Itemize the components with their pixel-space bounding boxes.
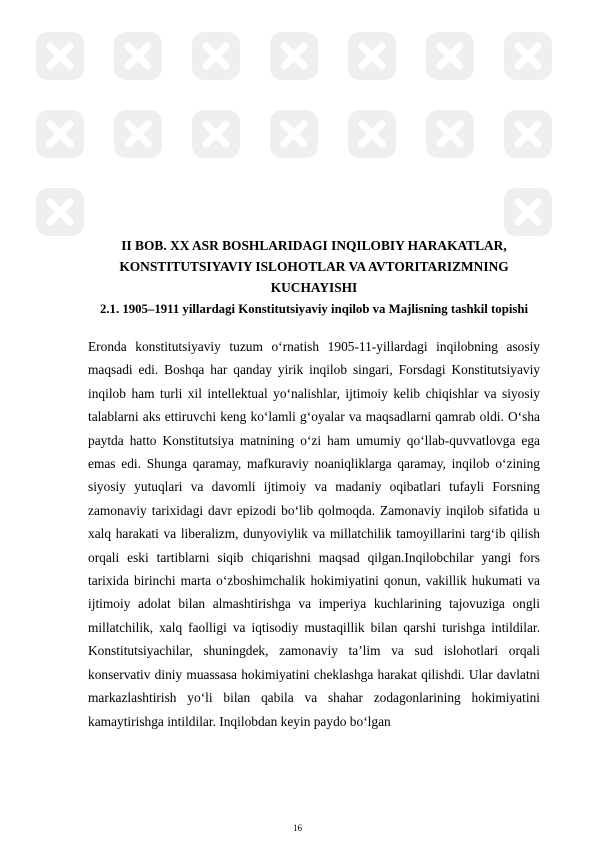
watermark-icon [190, 108, 242, 160]
watermark-icon [346, 108, 398, 160]
watermark-icon [502, 108, 554, 160]
watermark-icon [502, 186, 554, 238]
watermark-icon [112, 30, 164, 82]
watermark-icon [34, 186, 86, 238]
watermark-icon [424, 108, 476, 160]
watermark-icon [502, 30, 554, 82]
watermark-icon [190, 30, 242, 82]
watermark-icon [34, 30, 86, 82]
chapter-title: II BOB. XX ASR BOSHLARIDAGI INQILOBIY HARAKATLAR, KONSTITUTSIYAVIY ISLOHOTLAR VA AVTORITARIZMNING KUCHAYISHI [119, 238, 509, 295]
watermark-icon [268, 30, 320, 82]
watermark-icon [424, 30, 476, 82]
page-number: 16 [293, 823, 302, 833]
watermark-icon [346, 30, 398, 82]
watermark-icon [34, 108, 86, 160]
watermark-icon [112, 108, 164, 160]
body-paragraph: Eronda konstitutsiyaviy tuzum o‘rnatish 1905-11-yillardagi inqilobning asosiy maqsadi edi. Boshqa har qanday yirik inqilob singari, Forsdagi Konstitutsiyaviy inqilob ham turli xil intellektual yo‘nalishlar, ijtimoiy kelib chiqishlar va siyosiy talablarni aks ettiruvchi keng ko‘lamli g‘oyalar va maqsadlarni qamrab oldi. O‘sha paytda hatto Konstitutsiya matnining o‘zi ham umumiy qo‘llab-quvvatlovga ega emas edi. Shunga qaramay, mafkuraviy noaniqliklarga qaramay, inqilob o‘zining siyosiy yutuqlari va davomli ijtimoiy va madaniy oqibatlari tufayli Forsning zamonaviy tarixidagi davr epizodi bo‘lib qolmoqda. Zamonaviy inqilob sifatida u xalq harakati va liberalizm, dunyoviylik va millatchilik tamoyillarini targ‘ib qilish orqali eski tartiblarni siqib chiqarishni maqsad qilgan.Inqilobchilar yangi fors tarixida birinchi marta o‘zboshimchalik hokimiyatini qonun, vakillik hukumati va ijtimoiy adolat bilan almashtirishga va imperiya kuchlarining tajovuziga ongli millatchilik, xalq faolligi va iqtisodiy mustaqillik bilan qarshi turishga intildilar. Konstitutsiyachilar, shuningdek, zamonaviy ta’lim va sud islohotlari orqali konservativ diniy muassasa hokimiyatini cheklashga harakat qilishdi. Ular davlatni markazlashtirish yo‘li bilan qabila va shahar zodagonlarining hokimiyatini kamaytirishga intildilar. Inqilobdan keyin paydo bo‘lgan [88, 339, 540, 729]
watermark-icon [268, 108, 320, 160]
section-title: 2.1. 1905–1911 yillardagi Konstitutsiyaviy inqilob va Majlisning tashkil topishi [99, 302, 529, 317]
heading-block [88, 236, 540, 320]
